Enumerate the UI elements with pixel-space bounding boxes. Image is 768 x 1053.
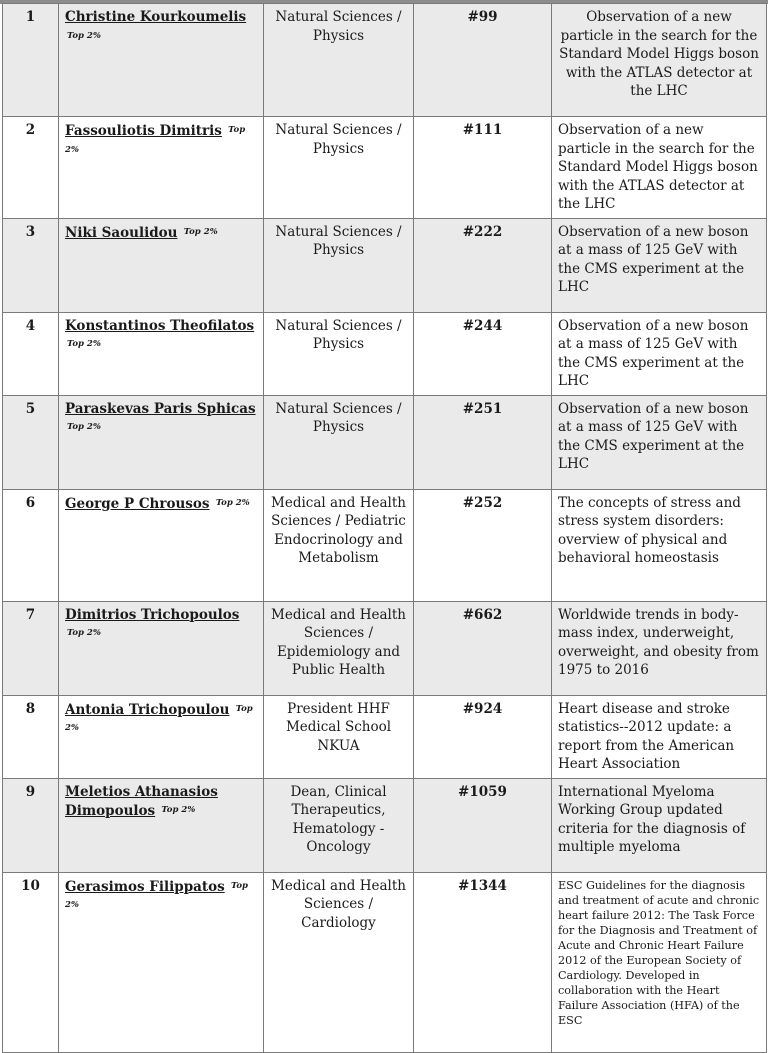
researcher-name-link[interactable]: Konstantinos Theofilatos [65,317,255,334]
paper-cell: Observation of a new boson at a mass of 125 GeV with the CMS experiment at the LHC [552,312,767,395]
top-badge: Top 2% [215,497,250,508]
field-cell: Natural Sciences / Physics [264,4,414,117]
name-cell [59,778,264,872]
field-cell: Dean, Clinical Therapeutics, Hematology - Oncology [264,778,414,872]
table-row [3,117,767,219]
field-cell: Medical and Health Sciences / Pediatric Endocrinology and Metabolism [264,489,414,601]
name-cell [59,218,264,312]
paper-cell: International Myeloma Working Group updated criteria for the diagnosis of multiple myeloma [552,778,767,872]
table-row [3,489,767,601]
name-cell [59,601,264,695]
rank-cell: 7 [3,601,59,695]
top-badge: Top 2% [65,880,248,910]
rank-cell: 5 [3,395,59,489]
position-cell: #924 [414,695,552,778]
paper-cell: Observation of a new boson at a mass of 125 GeV with the CMS experiment at the LHC [552,218,767,312]
table-row [3,695,767,778]
top-badge: Top 2% [161,805,196,815]
table-row [3,872,767,1052]
top-badge: Top 2% [67,422,101,432]
position-cell: #99 [414,4,552,117]
field-cell: President HHF Medical School NKUA [264,695,414,778]
name-cell [59,872,264,1052]
position-cell: #252 [414,489,552,601]
name-cell [59,4,264,117]
rank-cell: 9 [3,778,59,872]
paper-cell: Heart disease and stroke statistics--2012 update: a report from the American Heart Association [552,695,767,778]
researcher-name-link[interactable]: George P Chrousos [65,495,210,512]
rank-cell: 10 [3,872,59,1052]
paper-cell: ESC Guidelines for the diagnosis and treatment of acute and chronic heart failure 2012: The Task Force for the Diagnosis and Treatment of Acute and Chronic Heart Failure 2012 of the European Society of Cardiology. Developed in collaboration with the Heart Failure Association (HFA) of the ESC [552,872,767,1052]
researcher-name-link[interactable]: Gerasimos Filippatos [65,878,225,895]
name-cell [59,117,264,219]
position-cell: #111 [414,117,552,219]
top-badge: Top 2% [65,703,253,733]
researcher-name-link[interactable]: Dimitrios Trichopoulos [65,606,240,623]
position-cell: #1059 [414,778,552,872]
name-cell [59,489,264,601]
position-cell: #1344 [414,872,552,1052]
paper-cell: The concepts of stress and stress system disorders: overview of physical and behavioral homeostasis [552,489,767,601]
paper-cell: Observation of a new particle in the search for the Standard Model Higgs boson with the ATLAS detector at the LHC [552,4,767,117]
researcher-name-link[interactable]: Christine Kourkoumelis [65,9,247,25]
researcher-name-link[interactable]: Meletios Athanasios Dimopoulos [65,783,218,819]
position-cell: #662 [414,601,552,695]
field-cell: Natural Sciences / Physics [264,395,414,489]
researcher-name-link[interactable]: Niki Saoulidou [65,224,178,241]
researcher-name-link[interactable]: Fassouliotis Dimitris [65,123,222,139]
table-row [3,778,767,872]
top-badge: Top 2% [67,30,101,41]
rank-cell: 2 [3,117,59,219]
table-row [3,395,767,489]
name-cell [59,695,264,778]
position-cell: #251 [414,395,552,489]
paper-cell: Observation of a new particle in the search for the Standard Model Higgs boson with the ATLAS detector at the LHC [552,117,767,219]
rank-cell: 6 [3,489,59,601]
rank-cell: 1 [3,4,59,117]
researcher-name-link[interactable]: Paraskevas Paris Sphicas [65,400,256,417]
rank-cell: 4 [3,312,59,395]
rank-cell: 3 [3,218,59,312]
field-cell: Natural Sciences / Physics [264,117,414,219]
table-row [3,4,767,117]
name-cell [59,395,264,489]
top-badge: Top 2% [183,226,218,237]
top-badge: Top 2% [67,628,101,638]
position-cell: #244 [414,312,552,395]
field-cell: Medical and Health Sciences / Epidemiology and Public Health [264,601,414,695]
name-cell [59,312,264,395]
researcher-name-link[interactable]: Antonia Trichopoulou [65,701,230,718]
top-badge: Top 2% [65,125,246,155]
table-row [3,601,767,695]
top-badge: Top 2% [67,339,101,349]
table-row [3,312,767,395]
field-cell: Medical and Health Sciences / Cardiology [264,872,414,1052]
field-cell: Natural Sciences / Physics [264,218,414,312]
position-cell: #222 [414,218,552,312]
ranking-table [2,3,767,1053]
rank-cell: 8 [3,695,59,778]
paper-cell: Worldwide trends in body-mass index, underweight, overweight, and obesity from 1975 to 2016 [552,601,767,695]
table-row [3,218,767,312]
field-cell: Natural Sciences / Physics [264,312,414,395]
paper-cell: Observation of a new boson at a mass of 125 GeV with the CMS experiment at the LHC [552,395,767,489]
